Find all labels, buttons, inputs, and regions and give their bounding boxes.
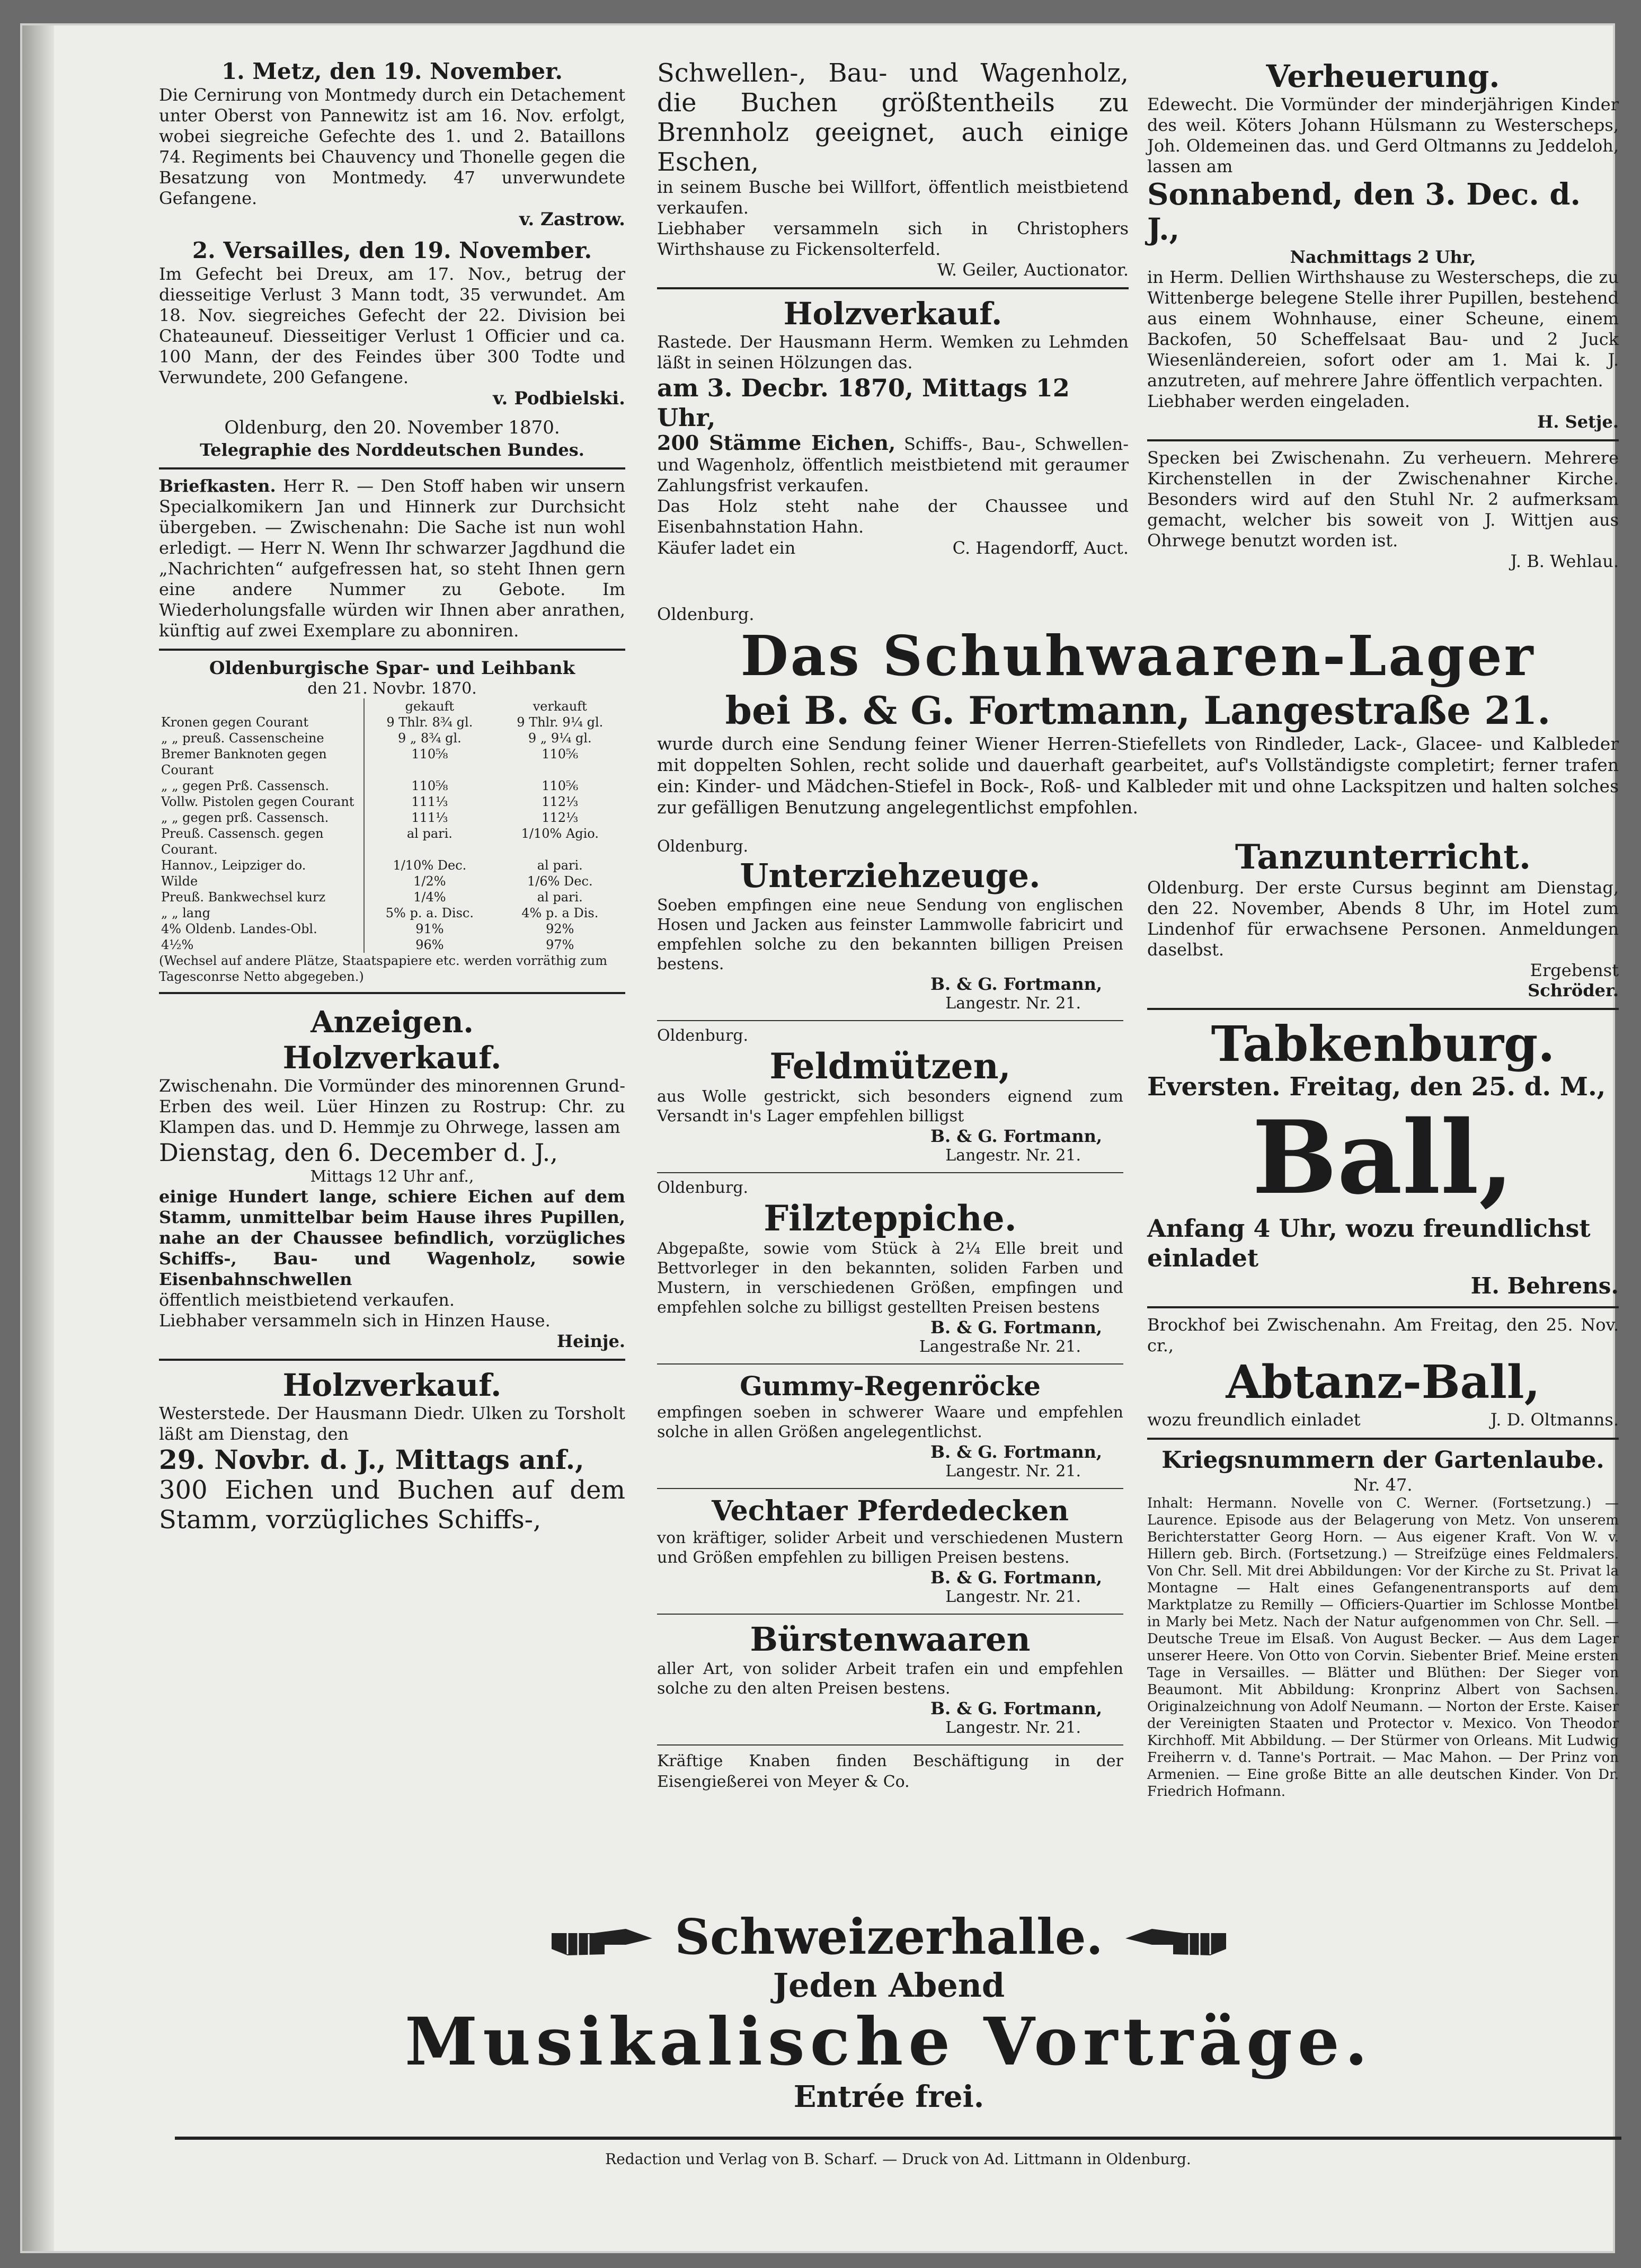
ad-body: aller Art, von solider Arbeit trafen ein und empfehlen solche zu den alten Preisen bestens. (657, 1660, 1123, 1698)
ad-heading: Vechtaer Pferdedecken (712, 1495, 1069, 1527)
briefkasten-heading: Briefkasten. (159, 476, 276, 496)
right-column (1147, 58, 1619, 579)
divider (657, 1488, 1123, 1489)
divider (657, 287, 1129, 289)
rate-sold: 110⅚ (542, 778, 579, 793)
rate-sold: 112⅓ (542, 810, 579, 825)
ad-heading: Das Schuhwaaren-Lager (740, 623, 1536, 688)
ad-location: Oldenburg. (657, 604, 755, 624)
ad-signature: C. Hagendorff, Auct. (952, 538, 1129, 558)
ad-schuhwaaren (657, 604, 1619, 818)
ad-large-text: Schwellen-, Bau- und Wagenholz, die Buchen größtentheils zu Brennholz geeignet, auch einige Eschen, (657, 58, 1129, 177)
ad-body: in Herm. Dellien Wirthshause zu Westerscheps, die zu Wittenberge belegene Stelle ihrer Pupillen, bestehend aus einem Wohnhause, einer Scheune, einem Backofen, 50 Scheffelsaat Bau- und 2 Juck Wiesenländereien, sofort oder am 1. Mai k. J. anzutreten, auf mehrere Jahre öffentlich verpachten. (1147, 267, 1619, 391)
rate-label: Preuß. Bankwechsel kurz (161, 890, 326, 905)
ad-issue-number: Nr. 47. (1353, 1475, 1413, 1495)
bank-title: Oldenburgische Spar- und Leihbank (209, 658, 575, 679)
ad-body: Westerstede. Der Hausmann Diedr. Ulken zu Torsholt läßt am Dienstag, den (159, 1403, 625, 1444)
fortmann-ads (657, 837, 1123, 1792)
ad-signature: Heinje. (556, 1331, 625, 1351)
rates-row (159, 873, 625, 889)
ad-signature: H. Behrens. (1470, 1273, 1619, 1299)
divider (657, 1744, 1123, 1746)
rate-sold: 4% p. a Dis. (521, 906, 599, 920)
rate-bought: 1/10% Dec. (364, 857, 494, 873)
ad-heading: Verheuerung. (1266, 58, 1500, 94)
left-column (159, 58, 625, 1542)
rate-bought: 1/4% (364, 889, 494, 905)
dispatch-signature: v. Podbielski. (493, 388, 625, 409)
rates-row (159, 937, 625, 953)
divider (159, 649, 625, 651)
rate-label: „ „ gegen Prß. Cassensch. (161, 778, 330, 793)
rate-label: „ „ preuß. Cassenscheine (161, 731, 324, 746)
ad-signature: B. & G. Fortmann, (930, 1567, 1102, 1588)
rate-bought: 110⅝ (364, 778, 494, 794)
ad-body: Schiffs-, Bau-, Schwellen- und Wagenholz, öffentlich meistbietend mit geraumer Zahlungsfrist verkaufen. (657, 434, 1129, 495)
banner-main-text: Musikalische Vorträge. (405, 2004, 1373, 2080)
briefkasten-body: Herr R. — Den Stoff haben wir unsern Specialkomikern Jan und Hinnerk zur Durchsicht übergeben. — Zwischenahn: Die Sache ist nun wohl erledigt. — Herr N. Wenn Ihr schwarzer Jagdhund die „Nachrichten“ aufgefressen hat, so steht Ihnen gern eine andere Nummer zu Gebote. Im Wiederholungsfalle würden wir Ihnen aber anrathen, künftig auf zwei Exemplare zu abonniren. (159, 476, 626, 641)
rate-bought: 1/2% (364, 873, 494, 889)
ad-body: empfingen soeben in schwerer Waare und empfehlen solche in allen Größen angelegentlichst. (657, 1403, 1123, 1441)
rates-row (159, 730, 625, 746)
rates-row (159, 905, 625, 921)
ad-signature: B. & G. Fortmann, (930, 1317, 1102, 1337)
ad-body: Rastede. Der Hausmann Herm. Wemken zu Lehmden läßt in seinen Hölzungen das. (657, 332, 1129, 373)
ad-body: von kräftiger, solider Arbeit und verschiedenen Mustern und Größen empfehlen zu billigen Preisen bestens. (657, 1529, 1123, 1567)
rate-sold: 1/6% Dec. (527, 874, 593, 889)
divider (1147, 1306, 1619, 1308)
ad-address: Langestr. Nr. 21. (945, 1718, 1081, 1737)
schweizerhalle-banner (159, 1908, 1619, 2114)
rate-label: „ „ gegen prß. Cassensch. (161, 810, 329, 825)
section-heading-anzeigen: Anzeigen. (311, 1005, 474, 1040)
ad-signature: B. & G. Fortmann, (930, 974, 1102, 994)
rate-bought: 111⅓ (364, 794, 494, 810)
rate-label: Kronen gegen Courant (161, 715, 308, 730)
dispatch-signature: v. Zastrow. (519, 209, 625, 230)
ad-signature: Schröder. (1528, 980, 1619, 1000)
ad-date: Dienstag, den 6. December d. J., (159, 1138, 558, 1167)
rate-bought: 9 „ 8¾ gl. (364, 730, 494, 746)
rates-row (159, 746, 625, 778)
rate-sold: 110⅚ (542, 747, 579, 761)
ad-continuation (657, 58, 1129, 280)
ad-dateline: Eversten. Freitag, den 25. d. M., (1147, 1072, 1606, 1102)
ad-body: Zwischenahn. Die Vormünder des minorennen Grund-Erben des weil. Lüer Hinzen zu Rostrup: Chr. zu Klampen das. und D. Hemmje zu Ohrwege, lassen am (159, 1076, 625, 1137)
banner-entree: Entrée frei. (793, 2079, 984, 2114)
dispatch-body: Im Gefecht bei Dreux, am 17. Nov., betrug der diesseitige Verlust 3 Mann todt, 35 verwundet. Am 18. Nov. siegreiches Gefecht der 22. Division bei Chateauneuf. Diesseitiger Verlust 1 Officier und ca. 100 Mann, der des Feindes über 300 Todte und Verwundete, 200 Gefangene. (159, 264, 625, 387)
ad-body: Soeben empfingen eine neue Sendung von englischen Hosen und Jacken aus feinster Lammwolle fabricirt und empfehlen solche zu den bekannten billigen Preisen bestens. (657, 896, 1123, 973)
briefkasten (159, 476, 625, 641)
ad-holzverkauf-2 (159, 1367, 625, 1535)
col-header-bought: gekauft (364, 698, 494, 714)
ad-location: Oldenburg. (657, 1179, 749, 1197)
ad-heading: Tabkenburg. (1211, 1015, 1555, 1073)
ad-date: 29. Novbr. d. J., Mittags anf., (159, 1444, 584, 1475)
rates-row (159, 857, 625, 873)
ad-body: Oldenburg. Der erste Cursus beginnt am Dienstag, den 22. November, Abends 8 Uhr, im Hotel zum Lindenhof für erwachsene Personen. Anmeldungen daselbst. (1147, 878, 1619, 960)
rate-sold: 9 Thlr. 9¼ gl. (517, 715, 604, 730)
ad-fortmann-item (657, 837, 1123, 1013)
rates-row (159, 889, 625, 905)
ad-heading: Abtanz-Ball, (1226, 1356, 1540, 1409)
col-header-sold: verkauft (533, 699, 587, 714)
rate-bought: 110⅝ (364, 746, 494, 778)
divider (159, 467, 625, 469)
rate-label: Preuß. Cassensch. gegen Courant. (161, 826, 324, 857)
rate-sold: 1/10% Agio. (521, 826, 599, 841)
rates-table (159, 698, 625, 714)
ad-address: Langestraße Nr. 21. (919, 1337, 1081, 1356)
ad-signature: B. & G. Fortmann, (930, 1698, 1102, 1718)
ad-signature: H. Setje. (1537, 412, 1619, 432)
ad-signature: J. B. Wehlau. (1510, 551, 1619, 571)
dispatch-heading: 1. Metz, den 19. November. (221, 58, 563, 84)
divider (1147, 439, 1619, 441)
rate-label: Hannov., Leipziger do. (161, 858, 306, 873)
ad-heading: Bürstenwaaren (750, 1620, 1031, 1659)
pointing-hand-right-icon (546, 1917, 658, 1965)
rate-label: Vollw. Pistolen gegen Courant (161, 794, 354, 809)
ad-address: Langestr. Nr. 21. (945, 1462, 1081, 1481)
imprint-line: Redaction und Verlag von B. Scharf. — Druck von Ad. Littmann in Oldenburg. (605, 2150, 1191, 2168)
ad-fortmann-item (657, 1370, 1123, 1481)
banner-heading: Schweizerhalle. (675, 1908, 1103, 1965)
ad-heading: Kriegsnummern der Gartenlaube. (1161, 1447, 1604, 1474)
ad-specken (1147, 448, 1619, 571)
divider (657, 1614, 1123, 1615)
ad-ball-heading: Ball, (1252, 1098, 1514, 1217)
rates-header-row (159, 698, 625, 714)
ad-location: Oldenburg. (657, 837, 749, 856)
ad-abtanz (1147, 1315, 1619, 1430)
divider (657, 1172, 1123, 1173)
ad-time: Mittags 12 Uhr anf., (310, 1167, 474, 1186)
ad-holzverkauf-1 (159, 1040, 625, 1351)
footer-divider (175, 2137, 1621, 2140)
ad-heading: Unterziehzeuge. (740, 856, 1041, 895)
rate-label: „ „ lang (161, 906, 210, 920)
ad-fortmann-item (657, 1494, 1123, 1606)
banner-subheading: Jeden Abend (773, 1966, 1005, 2005)
dispatch-body: Die Cernirung von Montmedy durch ein Detachement unter Oberst von Pannewitz ist am 16. Nov. erfolgt, wobei siegreiche Gefechte des 1. und 2. Bataillons 74. Regiments bei Chauvency und Thonelle gegen die Besatzung von Montmedy. 47 unverwundete Gefangene. (159, 85, 625, 208)
rate-label: Wilde (161, 874, 198, 889)
ad-bold-text: einige Hundert lange, schiere Eichen auf dem Stamm, unmittelbar beim Hause ihres Pupillen, nahe an der Chaussee befindlich, vorzügliches Schiffs-, Bau- und Wagenholz, sowie Eisenbahnschwellen (159, 1186, 625, 1289)
dateline: Oldenburg, den 20. November 1870. (224, 417, 560, 438)
ad-body: in seinem Busche bei Willfort, öffentlich meistbietend verkaufen. (657, 177, 1129, 218)
divider (1147, 1438, 1619, 1440)
ad-tail: wozu freundlich einladet (1147, 1410, 1361, 1430)
ad-verheuerung (1147, 58, 1619, 432)
divider (159, 1359, 625, 1361)
ad-tail: öffentlich meistbietend verkaufen. (159, 1290, 455, 1310)
ad-bold-text: 200 Stämme Eichen, (657, 431, 896, 455)
middle-column (657, 58, 1129, 566)
ad-signature: W. Geiler, Auctionator. (937, 260, 1129, 280)
rate-label: 4½% (161, 937, 194, 952)
ad-body: wurde durch eine Sendung feiner Wiener Herren-Stiefellets von Rindleder, Lack-, Glacee- und Kalbleder mit doppelten Sohlen, recht solide und dauerhaft gearbeitet, auf's Vollständigste completirt; ferner trafen ein: Kinder- und Mädchen-Stiefel in Bock-, Roß- und Kalbleder mit und ohne Lackspitzen und halten solches zur gefälligen Benutzung angelegentlichst empfohlen. (657, 733, 1619, 818)
bank-rates (159, 657, 625, 985)
divider (657, 1363, 1123, 1365)
ad-fortmann-item (657, 1620, 1123, 1737)
ad-tail: 300 Eichen und Buchen auf dem Stamm, vorzügliches Schiffs-, (159, 1475, 625, 1535)
ad-heading: Tanzunterricht. (1235, 837, 1531, 877)
bank-date: den 21. Novbr. 1870. (307, 679, 477, 698)
dispatch-heading: 2. Versailles, den 19. November. (192, 237, 592, 263)
rates-row (159, 826, 625, 857)
ad-body: Liebhaber werden eingeladen. (1147, 391, 1411, 411)
ad-tanzunterricht (1147, 837, 1619, 1000)
bank-note: (Wechsel auf andere Plätze, Staatspapiere etc. werden vorräthig zum Tagesconrse Netto abgegeben.) (159, 953, 607, 984)
ad-subheading: bei B. & G. Fortmann, Langestraße 21. (725, 688, 1551, 733)
rate-bought: 96% (364, 937, 494, 953)
ad-address: Langestr. Nr. 21. (945, 1588, 1081, 1606)
ad-tail: Liebhaber versammeln sich in Hinzen Hause. (159, 1310, 551, 1331)
ad-fortmann-item (657, 1179, 1123, 1356)
ad-heading: Filzteppiche. (764, 1198, 1017, 1239)
ad-date: am 3. Decbr. 1870, Mittags 12 Uhr, (657, 374, 1070, 432)
ad-knaben: Kräftige Knaben finden Beschäftigung in der Eisengießerei von Meyer & Co. (657, 1752, 1123, 1791)
ad-body: Abgepaßte, sowie vom Stück à 2¼ Elle breit und Bettvorleger in den bekannten, soliden Farben und Mustern, in verschiedenen Größen, empfingen und empfehlen solche zu billigst gestellten Preisen bestens (657, 1239, 1123, 1317)
telegraph-credit: Telegraphie des Norddeutschen Bundes. (200, 440, 584, 460)
rate-bought: 5% p. a. Disc. (364, 905, 494, 921)
ad-intro: Brockhof bei Zwischenahn. Am Freitag, den 25. Nov. cr., (1147, 1315, 1619, 1356)
ad-heading: Gummy-Regenröcke (740, 1370, 1041, 1402)
rate-bought: 91% (364, 921, 494, 937)
divider (657, 1020, 1123, 1021)
ad-fortmann-item (657, 1026, 1123, 1165)
pointing-hand-left-icon (1120, 1917, 1231, 1965)
ad-heading: Feldmützen, (769, 1046, 1011, 1087)
ad-tail: Anfang 4 Uhr, wozu freundlichst einladet (1147, 1214, 1591, 1272)
rate-sold: 112⅓ (542, 794, 579, 809)
ad-heading: Holzverkauf. (282, 1367, 502, 1403)
rates-row (159, 778, 625, 794)
ad-body: Edewecht. Die Vormünder der minderjährigen Kinder des weil. Köters Johann Hülsmann zu Westerscheps, Joh. Oldemeinen das. und Gerd Oltmanns zu Jeddeloh, lassen am (1147, 94, 1619, 176)
divider (1147, 1008, 1619, 1010)
ad-heading: Holzverkauf. (282, 1040, 502, 1076)
ad-body: Specken bei Zwischenahn. Zu verheuern. Mehrere Kirchenstellen in der Zwischenahner Kirche. Besonders wird auf den Stuhl Nr. 2 aufmerksam gemacht, welcher bis soweit von J. Wittjen aus Ohrwege benutzt worden ist. (1147, 448, 1619, 551)
dispatch-versailles (159, 237, 625, 409)
ad-kriegsnummern (1147, 1446, 1619, 1800)
right-column-lower (1147, 837, 1619, 1808)
ad-signature: J. D. Oltmanns. (1490, 1410, 1619, 1430)
rate-sold: 97% (546, 937, 574, 952)
page-binding-edge (22, 25, 54, 2251)
ad-body: aus Wolle gestrickt, sich besonders eignend zum Versandt in's Lager empfehlen billigst (657, 1087, 1123, 1126)
rate-label: Bremer Banknoten gegen Courant (161, 747, 327, 777)
rate-label: 4% Oldenb. Landes-Obl. (161, 922, 317, 936)
ad-address: Langestr. Nr. 21. (945, 994, 1081, 1013)
rate-sold: al pari. (537, 890, 583, 905)
ad-signature-left: Käufer ladet ein (657, 538, 796, 558)
ad-signature: B. & G. Fortmann, (930, 1442, 1102, 1462)
divider (159, 992, 625, 994)
rate-bought: 111⅓ (364, 810, 494, 826)
ad-holzverkauf-3 (657, 296, 1129, 559)
ad-tabkenburg (1147, 1016, 1619, 1299)
rates-row (159, 921, 625, 937)
rates-body (159, 714, 625, 953)
rates-row (159, 794, 625, 810)
ad-signature: B. & G. Fortmann, (930, 1126, 1102, 1146)
ad-location: Oldenburg. (657, 1026, 749, 1045)
rate-sold: 9 „ 9¼ gl. (528, 731, 592, 746)
ad-body: Das Holz steht nahe der Chaussee und Eisenbahnstation Hahn. (657, 496, 1129, 537)
rates-row (159, 714, 625, 730)
rate-sold: al pari. (537, 858, 583, 873)
rate-sold: 92% (546, 922, 574, 936)
ad-body: Liebhaber versammeln sich in Christophers Wirthshause zu Fickensolterfeld. (657, 218, 1129, 259)
rate-bought: al pari. (364, 826, 494, 857)
ad-signature-left: Ergebenst (1530, 960, 1619, 980)
rate-bought: 9 Thlr. 8¾ gl. (364, 714, 494, 730)
ad-time: Nachmittags 2 Uhr, (1290, 247, 1476, 267)
ad-address: Langestr. Nr. 21. (945, 1146, 1081, 1165)
ad-body: Inhalt: Hermann. Novelle von C. Werner. (Fortsetzung.) — Laurence. Episode aus der Belagerung von Metz. Von unserem Berichterstatter Georg Horn. — Aus eigener Kraft. Von W. v. Hillern geb. Birch. (Fortsetzung.) — Streifzüge eines Feldmalers. Von Chr. Sell. Mit drei Abbildungen: Vor der Kirche zu St. Privat la Montagne — Halt eines Gefangenentransports auf dem Marktplatze zu Remilly — Officiers-Quartier im Schlosse Montbel in Marly bei Metz. Nach der Natur aufgenommen von Chr. Sell. — Deutsche Treue im Elsaß. Von August Becker. — Aus dem Lager unserer Heere. Von Otto von Corvin. Siebenter Brief. Meine ersten Tage in Versailles. — Blätter und Blüthen: Der Sieger von Beaumont. Mit Abbildung: Kronprinz Albert von Sachsen. Originalzeichnung von Adolf Neumann. — Norton der Erste. Kaiser der Vereinigten Staaten und Protector v. Mexico. Von Theodor Kirchhoff. Mit Abbildung. — Der Stürmer von Orleans. Mit Ludwig Freiherrn v. d. Tanne's Portrait. — Mac Mahon. — Der Prinz von Armenien. — Eine große Bitte an alle deutschen Kinder. Von Dr. Friedrich Hofmann. (1147, 1495, 1619, 1800)
ad-date: Sonnabend, den 3. Dec. d. J., (1147, 177, 1581, 247)
ad-heading: Holzverkauf. (783, 296, 1003, 332)
dispatch-metz (159, 58, 625, 230)
rates-row (159, 810, 625, 826)
